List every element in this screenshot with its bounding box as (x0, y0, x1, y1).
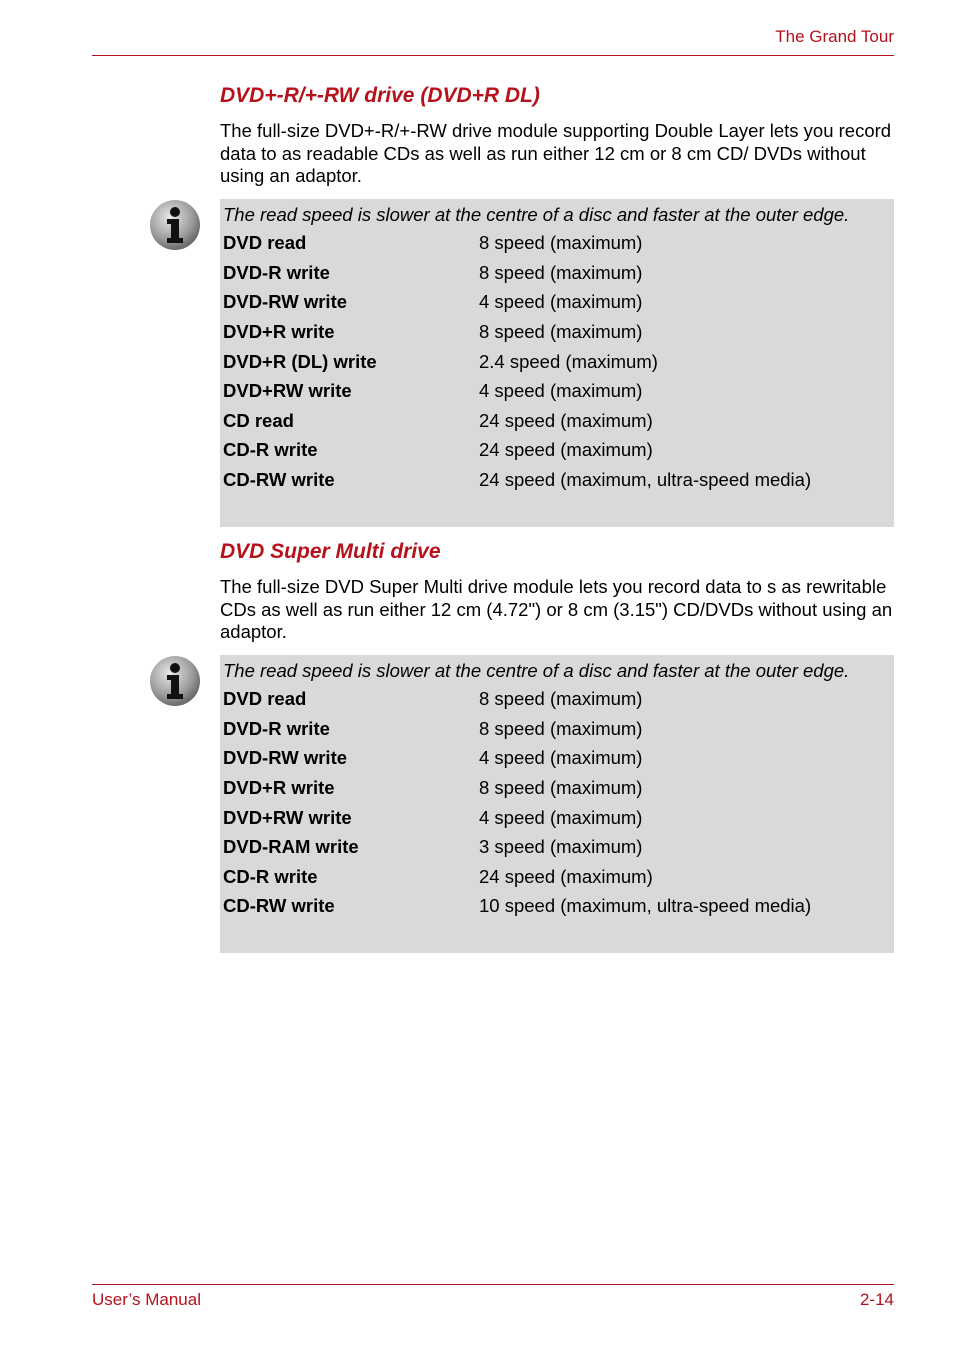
spec-value: 24 speed (maximum, ultra-speed media) (479, 469, 812, 491)
note-box-super-multi (220, 655, 894, 953)
spec-table (223, 685, 891, 922)
header-rule (92, 55, 894, 56)
spec-label: DVD+RW write (223, 806, 352, 828)
spec-value: 8 speed (maximum) (479, 232, 643, 254)
spec-row (223, 744, 891, 774)
spec-value: 8 speed (maximum) (479, 261, 643, 283)
spec-label: DVD-R write (223, 717, 330, 739)
spec-row (223, 803, 891, 833)
spec-row (223, 714, 891, 744)
spec-value: 3 speed (maximum) (479, 836, 643, 858)
spec-row (223, 317, 891, 347)
section-title-dvd-rw: DVD+-R/+-RW drive (DVD+R DL) (220, 84, 540, 107)
spec-row (223, 685, 891, 715)
spec-label: DVD-RW write (223, 747, 348, 769)
spec-row (223, 347, 891, 377)
spec-label: DVD+R (DL) write (223, 350, 377, 372)
section-title-super-multi: DVD Super Multi drive (220, 540, 441, 563)
spec-label: DVD+R write (223, 777, 335, 799)
spec-row (223, 773, 891, 803)
spec-label: CD-RW write (223, 895, 335, 917)
spec-row (223, 229, 891, 259)
spec-value: 8 speed (maximum) (479, 688, 643, 710)
spec-label: DVD-R write (223, 261, 330, 283)
spec-table (223, 229, 891, 495)
spec-label: DVD+R write (223, 321, 335, 343)
spec-value: 24 speed (maximum) (479, 439, 653, 461)
footer-rule (92, 1284, 894, 1285)
spec-row (223, 465, 891, 495)
spec-label: CD-R write (223, 439, 318, 461)
spec-row (223, 832, 891, 862)
spec-value: 2.4 speed (maximum) (479, 350, 658, 372)
spec-label: CD-RW write (223, 469, 335, 491)
spec-row (223, 406, 891, 436)
section-description-dvd-rw: The full-size DVD+-R/+-RW drive module supporting Double Layer lets you record data to as readable CDs as well as run either 12 cm or 8 cm CD/ DVDs without using an adaptor. (220, 120, 892, 186)
page-number: 2-14 (859, 1290, 894, 1309)
spec-label: CD-R write (223, 865, 318, 887)
spec-label: DVD+RW write (223, 380, 352, 402)
spec-row (223, 288, 891, 318)
spec-row (223, 892, 891, 922)
spec-label: CD read (223, 409, 294, 431)
section-description-super-multi: The full-size DVD Super Multi drive module lets you record data to s as rewritable CDs as well as run either 12 cm (4.72") or 8 cm (3.15") CD/DVDs without using an adaptor. (220, 576, 893, 642)
footer-manual-label: User’s Manual (92, 1290, 201, 1309)
spec-label: DVD read (223, 232, 307, 254)
spec-label: DVD-RW write (223, 291, 348, 313)
spec-value: 24 speed (maximum) (479, 409, 653, 431)
spec-value: 8 speed (maximum) (479, 321, 643, 343)
spec-row (223, 862, 891, 892)
note-text: The read speed is slower at the centre of a disc and faster at the outer edge. (223, 204, 850, 225)
spec-value: 4 speed (maximum) (479, 747, 643, 769)
spec-value: 4 speed (maximum) (479, 380, 643, 402)
spec-value: 8 speed (maximum) (479, 777, 643, 799)
spec-value: 8 speed (maximum) (479, 717, 643, 739)
spec-value: 24 speed (maximum) (479, 865, 653, 887)
spec-row (223, 258, 891, 288)
spec-value: 4 speed (maximum) (479, 291, 643, 313)
note-text: The read speed is slower at the centre of a disc and faster at the outer edge. (223, 660, 850, 681)
page-header-title: The Grand Tour (775, 27, 894, 46)
spec-label: DVD-RAM write (223, 836, 359, 858)
spec-row (223, 376, 891, 406)
spec-label: DVD read (223, 688, 307, 710)
spec-value: 4 speed (maximum) (479, 806, 643, 828)
info-icon (148, 654, 202, 708)
spec-row (223, 436, 891, 466)
info-icon (148, 198, 202, 252)
spec-value: 10 speed (maximum, ultra-speed media) (479, 895, 812, 917)
note-box-dvd-rw (220, 199, 894, 527)
